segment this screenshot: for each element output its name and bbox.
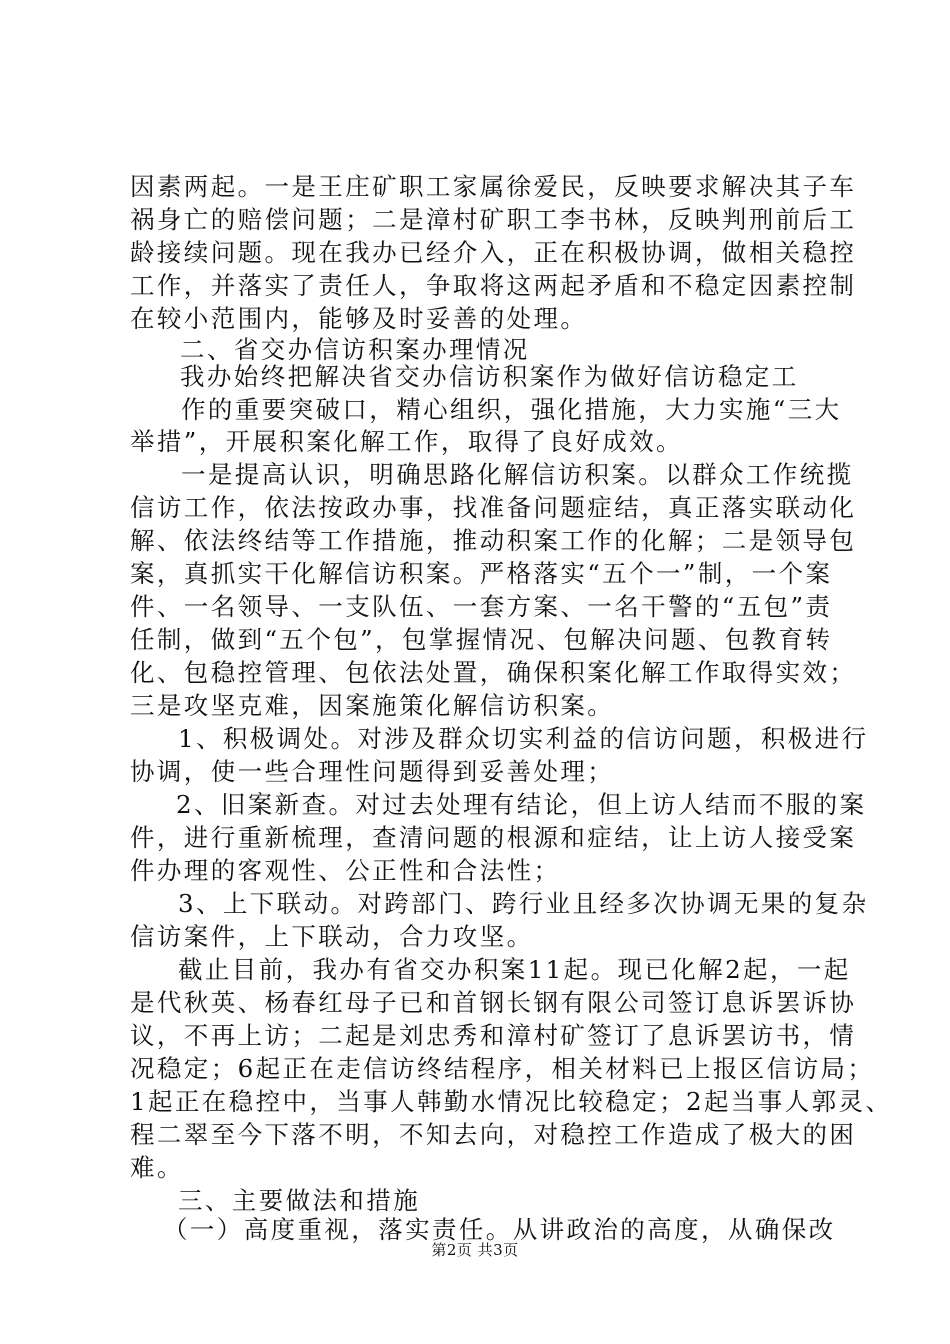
text-line: 作的重要突破口，精心组织，强化措施，大力实施“三大 — [181, 395, 842, 424]
text-line: （一）高度重视，落实责任。从讲政治的高度，从确保改 — [163, 1215, 836, 1244]
text-line: 祸身亡的赔偿问题；二是漳村矿职工李书林，反映判刑前后工 — [130, 205, 857, 234]
text-line: 解、依法终结等工作措施，推动积案工作的化解；二是领导包 — [130, 526, 857, 555]
text-line: 信访工作，依法按政办事，找准备问题症结，真正落实联动化 — [130, 493, 857, 522]
section-heading: 三、主要做法和措施 — [178, 1186, 421, 1215]
text-line: 任制，做到“五个包”，包掌握情况、包解决问题、包教育转 — [130, 625, 833, 654]
text-line: 我办始终把解决省交办信访积案作为做好信访稳定工 — [180, 362, 799, 391]
text-line: 举措”，开展积案化解工作，取得了良好成效。 — [130, 427, 683, 456]
text-line: 一是提高认识，明确思路化解信访积案。以群众工作统揽 — [181, 460, 854, 489]
text-line: 在较小范围内，能够及时妥善的处理。 — [130, 304, 588, 333]
numbered-item: 1、积极调处。对涉及群众切实利益的信访问题，积极进行 — [178, 724, 869, 753]
text-line: 难。 — [130, 1153, 184, 1182]
text-line: 工作，并落实了责任人，争取将这两起矛盾和不稳定因素控制 — [130, 271, 857, 300]
text-line: 件、一名领导、一支队伍、一套方案、一名干警的“五包”责 — [130, 592, 833, 621]
page-number-footer: 第2页 共3页 — [431, 1241, 519, 1259]
text-line: 龄接续问题。现在我办已经介入，正在积极协调，做相关稳控 — [130, 238, 857, 267]
numbered-item: 3、上下联动。对跨部门、跨行业且经多次协调无果的复杂 — [178, 889, 869, 918]
text-line: 因素两起。一是王庄矿职工家属徐爱民，反映要求解决其子车 — [130, 172, 857, 201]
text-line: 案，真抓实干化解信访积案。严格落实“五个一”制，一个案 — [130, 559, 833, 588]
numbered-item: 2、旧案新查。对过去处理有结论，但上访人结而不服的案 — [176, 790, 867, 819]
text-line: 议，不再上访；二起是刘忠秀和漳村矿签订了息诉罢访书，情 — [130, 1021, 857, 1050]
text-line: 化、包稳控管理、包依法处置，确保积案化解工作取得实效； — [130, 658, 857, 687]
text-line: 是代秋英、杨春红母子已和首钢长钢有限公司签订息诉罢诉协 — [130, 988, 857, 1017]
text-line: 信访案件，上下联动，合力攻坚。 — [130, 922, 534, 951]
text-line: 况稳定；6起正在走信访终结程序，相关材料已上报区信访局； — [130, 1054, 875, 1083]
text-line: 件办理的客观性、公正性和合法性； — [130, 856, 561, 885]
text-line: 程二翠至今下落不明，不知去向，对稳控工作造成了极大的困 — [130, 1120, 857, 1149]
text-line: 1起正在稳控中，当事人韩勤水情况比较稳定；2起当事人郭灵、 — [130, 1087, 893, 1116]
text-line: 协调，使一些合理性问题得到妥善处理； — [130, 757, 615, 786]
text-line: 截止目前，我办有省交办积案11起。现已化解2起，一起 — [178, 955, 851, 984]
section-heading: 二、省交办信访积案办理情况 — [180, 335, 530, 364]
text-line: 件，进行重新梳理，查清问题的根源和症结，让上访人接受案 — [130, 823, 857, 852]
text-line: 三是攻坚克难，因案施策化解信访积案。 — [130, 691, 615, 720]
